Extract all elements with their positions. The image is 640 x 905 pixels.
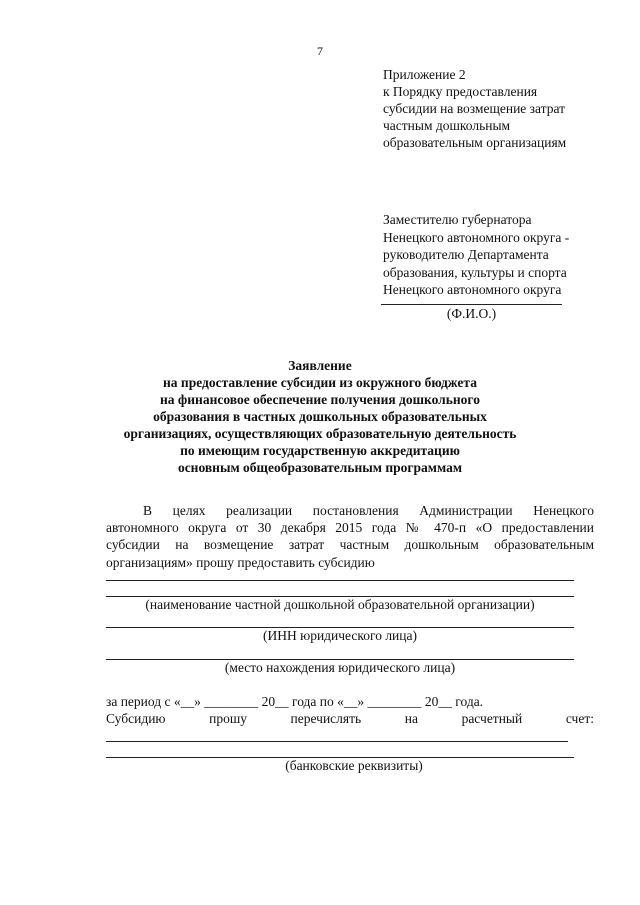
bank-details-blank-line[interactable] [106,741,568,742]
title-line: организациях, осуществляющих образовательную деятельность [123,426,517,441]
annex-line: к Порядку предоставления [383,84,538,99]
transfer-word: расчетный [461,711,523,726]
title-line: основным общеобразовательным программам [177,460,463,475]
page-number: 7 [317,44,323,58]
bank-details-caption: (банковские реквизиты) [285,758,423,773]
title-line: на предоставление субсидии из окружного бюджета [163,375,477,390]
document-title [60,357,580,476]
addressee-line: Ненецкого автономного округа [383,282,562,297]
annex-line: Приложение 2 [383,67,466,82]
addressee-block [383,211,623,299]
transfer-word: прошу [209,711,247,726]
transfer-word: на [404,711,418,726]
annex-reference [383,66,623,151]
inn-caption: (ИНН юридического лица) [262,628,417,643]
transfer-word: перечислять [290,711,362,726]
title-line: по имеющим государственную аккредитацию [180,443,460,458]
org-name-caption: (наименование частной дошкольной образовательной организации) [145,597,535,612]
org-name-blank-line[interactable] [106,580,574,581]
transfer-line [106,711,594,727]
addressee-line: образования, культуры и спорта [383,264,567,280]
title-line: на финансовое обеспечение получения дошкольного [160,392,480,407]
annex-line: частным дошкольным [383,118,511,133]
location-caption: (место нахождения юридического лица) [224,660,456,675]
paragraph-line: В целях реализации постановления Администрации Ненецкого [143,503,594,518]
transfer-word: счет: [565,711,594,726]
annex-line: образовательным организациям [383,135,567,150]
addressee-line: Заместителю губернатора [383,212,532,227]
paragraph-line: автономного округа от 30 декабря 2015 года № 470-п «О предоставлении [106,520,594,536]
addressee-line: руководителю Департамента [383,247,549,262]
transfer-word: Субсидию [106,711,166,726]
fio-caption: (Ф.И.О.) [446,306,497,321]
title-line: образования в частных дошкольных образовательных [153,409,487,424]
period-line: за период с «__» ________ 20__ года по «__» ________ 20__ года. [106,694,484,709]
annex-line: субсидии на возмещение затрат [383,101,565,116]
paragraph-line: субсидии на возмещение затрат частным дошкольным образовательным [106,537,594,553]
paragraph-line: организациям» прошу предоставить субсидию [106,554,375,570]
request-paragraph [106,502,594,571]
title-heading: Заявление [288,358,352,373]
fio-blank-line[interactable] [381,304,562,305]
addressee-line: Ненецкого автономного округа - [383,229,570,245]
